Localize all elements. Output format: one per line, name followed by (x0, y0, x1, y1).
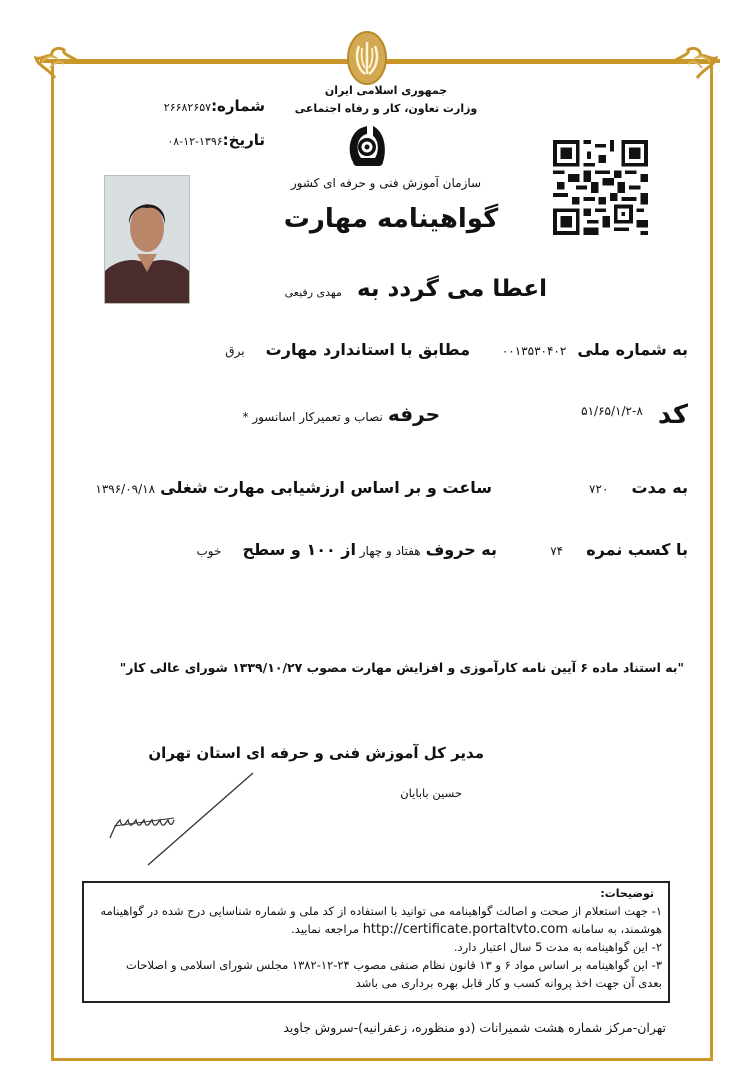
level-value: خوب (196, 544, 222, 558)
assessment-row (95, 478, 492, 497)
score-words-label: به حروف (425, 540, 497, 559)
signatory-title: مدیر کل آموزش فنی و حرفه ای استان تهران (148, 744, 484, 762)
issuing-center: تهران-مرکز شماره هشت شمیرانات (دو منظوره، زعفرانیه)-سروش جاوید (283, 1020, 666, 1035)
notes-box (82, 881, 670, 1003)
certificate-date (167, 130, 265, 149)
number-label: شماره: (211, 97, 265, 115)
awarded-label: اعطا می گردد به (356, 276, 547, 302)
score-words-value: هفتاد و چهار (359, 544, 421, 558)
code-row (581, 400, 688, 430)
notes-heading: توضیحات: (600, 887, 654, 900)
assessment-date: ۱۳۹۶/۰۹/۱۸ (95, 482, 156, 496)
number-value: ۲۶۶۸۲۶۵۷ (163, 101, 212, 114)
national-id-value: ۰۰۱۳۵۳۰۴۰۲ (501, 344, 567, 358)
verification-url[interactable]: http://certificate.portaltvto.com (362, 922, 568, 937)
level-row (196, 540, 356, 559)
score-row (550, 540, 688, 559)
duration-value: ۷۲۰ (589, 482, 609, 496)
note-1-pre: هوشمند، به سامانه (571, 922, 662, 936)
duration-row (589, 478, 688, 497)
standard-value: برق (225, 344, 245, 358)
code-label: کد (657, 400, 688, 430)
note-3: ۳- این گواهینامه بر اساس مواد ۶ و ۱۳ قانون نظام صنفی مصوب ۲۴-۱۲-۱۳۸۲ مجلس شورای اسلامی و اصلاحات (126, 958, 662, 972)
code-value: ۸-۵۱/۶۵/۱/۲ (581, 404, 643, 418)
date-label: تاریخ: (222, 131, 265, 149)
handwritten-signature (108, 768, 268, 868)
recipient-photo (104, 175, 190, 304)
standard-label: مطابق با استاندارد مهارت (265, 340, 470, 359)
iran-emblem-icon (343, 28, 391, 88)
score-label: با کسب نمره (586, 540, 688, 559)
organization-name: سازمان آموزش فنی و حرفه ای کشور (290, 176, 482, 190)
note-3-continued: بعدی آن جهت اخذ پروانه کسب و کار قابل بهره برداری می باشد (355, 976, 662, 990)
date-value: ۱۳۹۶-۱۲-۰۸ (167, 135, 223, 148)
duration-label: به مدت (631, 478, 688, 497)
note-2: ۲- این گواهینامه به مدت 5 سال اعتبار دارد. (453, 940, 662, 954)
out-of-label: از ۱۰۰ و سطح (242, 540, 356, 559)
certificate-number (164, 96, 265, 115)
trade-value: نصاب و تعمیرکار اسانسور * (242, 410, 383, 424)
trade-label: حرفه (387, 402, 440, 426)
national-id-row (502, 340, 688, 359)
standard-row (225, 340, 470, 359)
score-value: ۷۴ (550, 544, 564, 558)
assessment-label: ساعت و بر اساس ارزشیابی مهارت شغلی (160, 478, 492, 497)
note-1: ۱- جهت استعلام از صحت و اصالت گواهینامه می توانید با استفاده از کد ملی و شماره شناسایی درج شده در گواهینامه (100, 904, 662, 918)
national-id-label: به شماره ملی (577, 340, 688, 359)
country-name: جمهوری اسلامی ایران (324, 84, 448, 97)
legal-basis: "به استناد ماده ۶ آیین نامه کارآموزی و افزایش مهارت مصوب ۱۳۳۹/۱۰/۲۷ شورای عالی کار" (119, 660, 684, 675)
note-1-continued (291, 921, 662, 938)
corner-ornament-left-icon (30, 40, 80, 80)
awarded-row (285, 276, 547, 302)
signatory-name: حسین بابایان (400, 786, 462, 800)
ministry-name: وزارت تعاون، کار و رفاه اجتماعی (294, 102, 478, 115)
certificate-title: گواهینامه مهارت (283, 204, 499, 234)
score-words-row (360, 540, 497, 559)
tvto-logo-icon (347, 122, 387, 168)
note-1-post: مراجعه نمایید. (291, 922, 360, 936)
recipient-name: مهدی رفیعی (284, 286, 342, 299)
trade-row (243, 402, 441, 426)
person-silhouette-icon (105, 176, 189, 303)
corner-ornament-right-icon (672, 40, 722, 80)
